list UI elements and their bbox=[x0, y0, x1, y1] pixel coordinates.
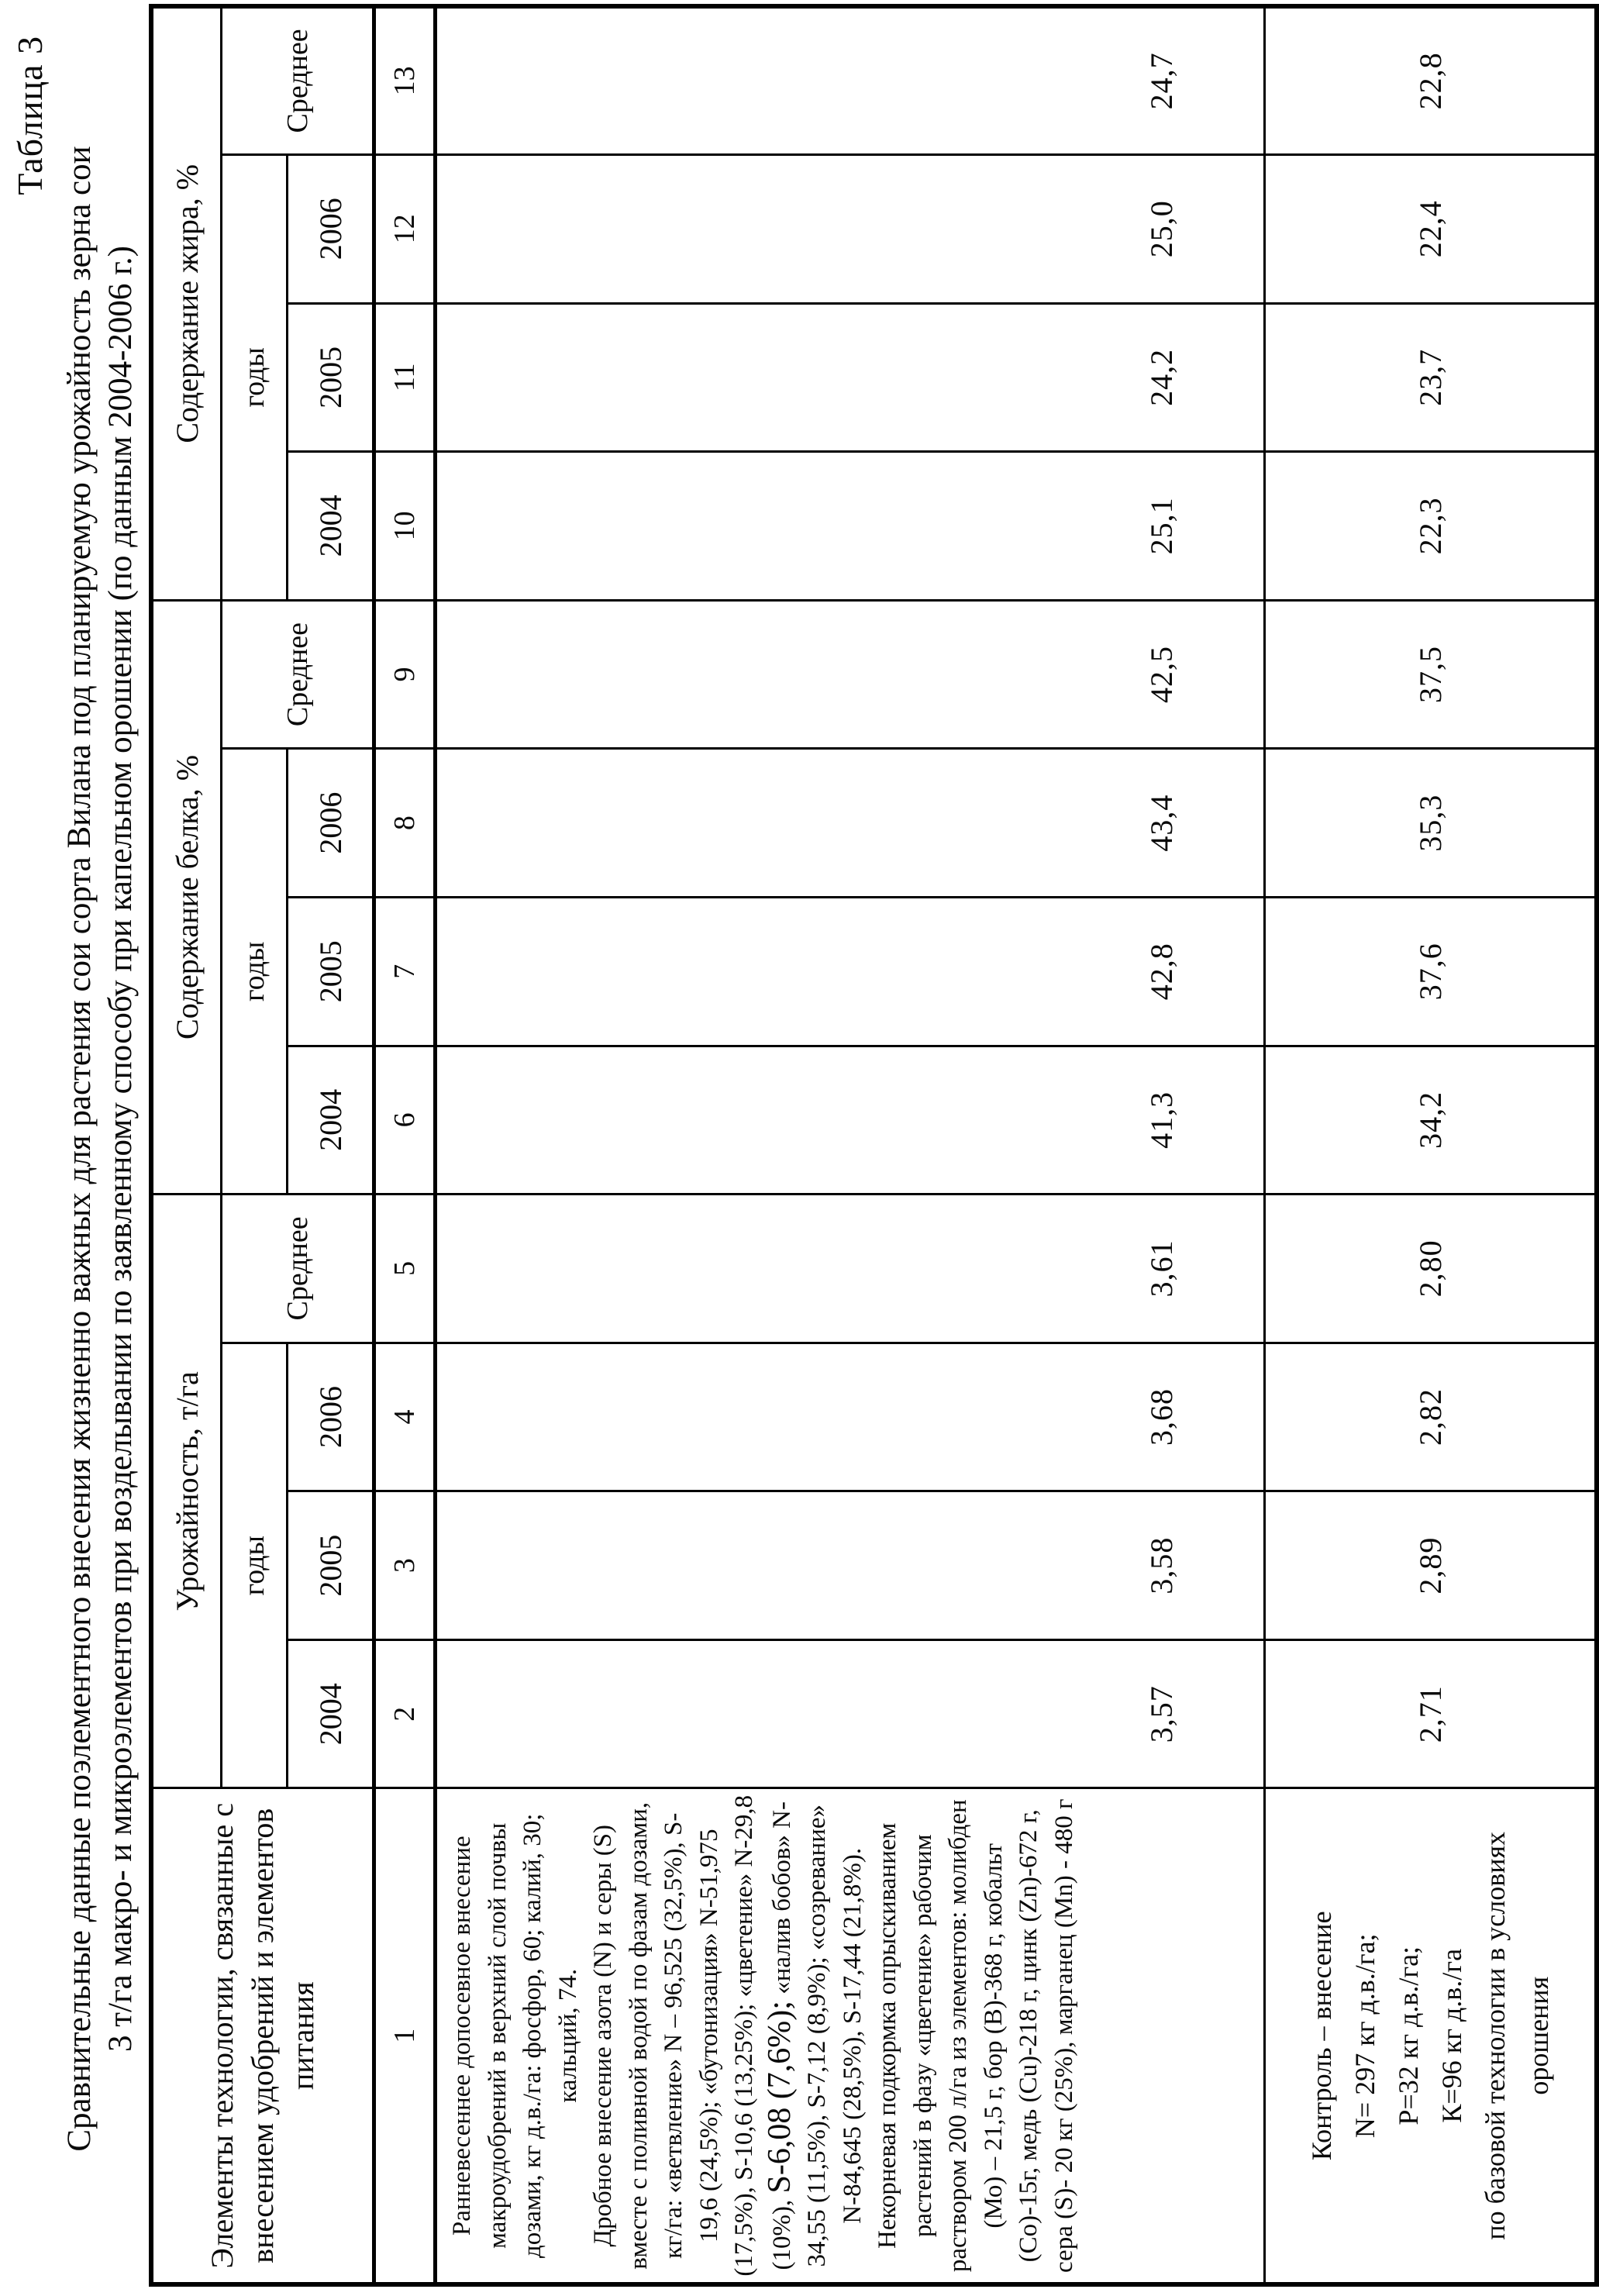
value-cell: 25,0 bbox=[436, 154, 1265, 303]
value-cell: 3,57 bbox=[436, 1639, 1265, 1788]
value-cell: 22,4 bbox=[1265, 154, 1597, 303]
column-number-cell: 9 bbox=[374, 600, 436, 749]
group-header-yield: Урожайность, т/га bbox=[151, 1195, 222, 1788]
control-row bbox=[1265, 6, 1597, 2284]
value-cell: 37,5 bbox=[1265, 600, 1597, 749]
treatment-paragraph-2-part-a: Дробное внесение азота (N) и серы (S) вместе с поливной водой по фазам дозами, кг/га: «ветвление» N – 96,525 (32,5%), S-19,6 (24,5%); «бутонизация» N-51,975 (17,5%), S-10,6 (13,25%); «цветение» N-29,8 (10%), bbox=[589, 1794, 796, 2277]
years-label-cell: годы bbox=[222, 154, 288, 600]
value-cell: 34,2 bbox=[1265, 1046, 1597, 1195]
treatment-paragraph-1: Ранневесеннее допосевное внесение макроудобрений в верхний слой почвы дозами, кг д.в./га: фосфор, 60; калий, 30; кальций, 74. bbox=[448, 1813, 582, 2258]
year-header-cell: 2006 bbox=[288, 154, 374, 303]
value-cell: 2,89 bbox=[1265, 1491, 1597, 1640]
column-number-cell: 4 bbox=[374, 1343, 436, 1491]
column-number-cell: 5 bbox=[374, 1195, 436, 1343]
data-table bbox=[149, 4, 1599, 2287]
column-number-cell: 7 bbox=[374, 897, 436, 1046]
value-cell: 22,3 bbox=[1265, 452, 1597, 601]
value-cell: 35,3 bbox=[1265, 749, 1597, 898]
year-header-cell: 2006 bbox=[288, 1343, 374, 1491]
value-cell: 3,58 bbox=[436, 1491, 1265, 1640]
average-header-cell: Среднее bbox=[222, 600, 374, 749]
treatment-paragraph-2 bbox=[586, 1794, 870, 2278]
year-header-cell: 2004 bbox=[288, 1639, 374, 1788]
value-cell: 43,4 bbox=[436, 749, 1265, 898]
value-cell: 37,6 bbox=[1265, 897, 1597, 1046]
value-cell: 22,8 bbox=[1265, 6, 1597, 155]
average-header-cell: Среднее bbox=[222, 1195, 374, 1343]
column-number-cell: 10 bbox=[374, 452, 436, 601]
value-cell: 25,1 bbox=[436, 452, 1265, 601]
group-header-fat: Содержание жира, % bbox=[151, 6, 222, 600]
col1-header-cell: Элементы технологии, связанные с внесением удобрений и элементов питания bbox=[151, 1788, 374, 2284]
column-number-row bbox=[374, 6, 436, 2284]
table-label: Таблица 3 bbox=[10, 36, 50, 195]
column-number-cell: 13 bbox=[374, 6, 436, 155]
average-header-cell: Среднее bbox=[222, 6, 374, 155]
year-header-cell: 2005 bbox=[288, 1491, 374, 1640]
year-header-cell: 2004 bbox=[288, 1046, 374, 1195]
value-cell: 2,71 bbox=[1265, 1639, 1597, 1788]
year-header-cell: 2005 bbox=[288, 303, 374, 452]
table-caption bbox=[59, 17, 141, 2280]
control-line: Контроль – внесение bbox=[1306, 1911, 1337, 2161]
value-cell: 24,2 bbox=[436, 303, 1265, 452]
caption-line-2: 3 т/га макро- и микроэлементов при возделывании по заявленному способу при капельном орошении (по данным 2004-2006 г.) bbox=[102, 245, 139, 2053]
column-number-cell: 3 bbox=[374, 1491, 436, 1640]
treatment-paragraph-3: Некорневая подкормка опрыскиванием растений в фазу «цветение» рабочим раствором 200 л/га из элементов: молибден (Мо) – 21,5 г, бор (В)-368 г, кобальт (Со)-15г, медь (Cu)-218 г, цинк (Zn)-672 г, сера (S)- 20 кг (25%), марганец (Mn) - 480 г bbox=[874, 1798, 1078, 2273]
value-cell: 3,61 bbox=[436, 1195, 1265, 1343]
column-number-cell: 8 bbox=[374, 749, 436, 898]
group-header-row bbox=[151, 6, 222, 2284]
caption-line-1: Сравнительные данные поэлементного внесения жизненно важных для растения сои сорта Вилана под планируемую урожайность зерна сои bbox=[61, 146, 98, 2152]
value-cell: 2,82 bbox=[1265, 1343, 1597, 1491]
value-cell: 42,8 bbox=[436, 897, 1265, 1046]
value-cell: 24,7 bbox=[436, 6, 1265, 155]
value-cell: 42,5 bbox=[436, 600, 1265, 749]
years-label-cell: годы bbox=[222, 1343, 288, 1788]
value-cell: 23,7 bbox=[1265, 303, 1597, 452]
treatment-paragraph-2-part-c: «налив бобов» N-34,55 (11,5%), S-7,12 (8,9%); «созревание» N-84,645 (28,5%), S-17,44 (21,8%). bbox=[767, 1801, 867, 2267]
year-header-cell: 2006 bbox=[288, 749, 374, 898]
years-label-cell: годы bbox=[222, 749, 288, 1195]
control-line: N= 297 кг д.в./га; bbox=[1349, 1933, 1380, 2139]
control-line: К=96 кг д.в./га bbox=[1436, 1948, 1467, 2123]
column-number-cell: 2 bbox=[374, 1639, 436, 1788]
control-description-cell bbox=[1265, 1788, 1597, 2284]
treatment-row bbox=[436, 6, 1265, 2284]
year-header-cell: 2005 bbox=[288, 897, 374, 1046]
control-line: по базовой технологии в условиях bbox=[1480, 1831, 1511, 2240]
control-line: Р=32 кг д.в./га; bbox=[1393, 1946, 1424, 2125]
value-cell: 2,80 bbox=[1265, 1195, 1597, 1343]
column-number-cell: 1 bbox=[374, 1788, 436, 2284]
column-number-cell: 6 bbox=[374, 1046, 436, 1195]
treatment-description-cell bbox=[436, 1788, 1265, 2284]
column-number-cell: 12 bbox=[374, 154, 436, 303]
value-cell: 3,68 bbox=[436, 1343, 1265, 1491]
group-header-protein: Содержание белка, % bbox=[151, 600, 222, 1194]
control-line: орошения bbox=[1523, 1976, 1554, 2095]
column-number-cell: 11 bbox=[374, 303, 436, 452]
treatment-paragraph-2-part-b: S-6,08 (7,6%); bbox=[761, 2001, 798, 2194]
year-header-cell: 2004 bbox=[288, 452, 374, 601]
value-cell: 41,3 bbox=[436, 1046, 1265, 1195]
